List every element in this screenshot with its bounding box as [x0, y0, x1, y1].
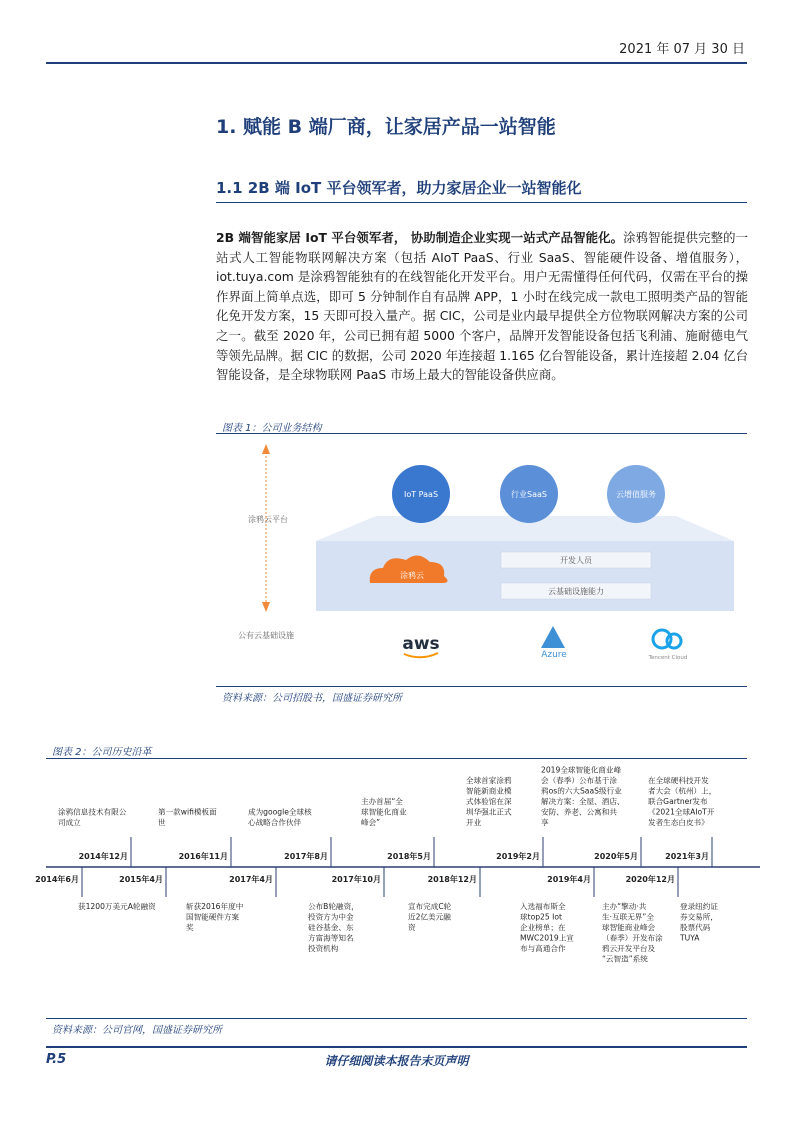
upper-event-text: 心战略合作伙伴 [248, 818, 302, 827]
upper-event-text: 在全球硬科技开发 [648, 776, 709, 785]
lower-event-text: 球智能商业峰会 [602, 923, 656, 932]
figure2-title: 图表 2：公司历史沿革 [52, 747, 152, 758]
lower-event-text: 奖 [186, 923, 194, 932]
upper-date-label: 2019年2月 [496, 852, 540, 861]
lower-event-text: 球top25 Iot [520, 912, 562, 922]
paragraph-body: 涂鸦智能提供完整的一站式人工智能物联网解决方案（包括 AIoT PaaS、行业 SaaS、智能硬件设备、增值服务），iot.tuya.com 是涂鸦智能独有的在线智能化开发平台。用户无需懂得任何代码，仅需在平台的操作界面上简单点选，即可 5 分钟制作自有品牌 APP，1 小时在线完成一款电工照明类产品的智能化免开发方案，15 天即可投入量产。据 CIC，公司是业内最早提供全方位物联网解决方案的公司之一。截至 2020 年，公司已拥有超 5000 个客户，品牌开发智能设备包括飞利浦、施耐德电气等领先品牌。据 CIC 的数据，公司 2020 年连接超 1.165 亿台智能设备，累计连接超 2.04 亿台智能设备，是全球物联网 PaaS 市场上最大的智能设备供应商。 [216, 230, 748, 383]
lower-event-text: TUYA [680, 933, 700, 943]
lower-event-text: （春季）开发布涂 [602, 933, 663, 943]
upper-event-text: 开业 [466, 818, 482, 827]
paragraph-lead: 2B 端智能家居 IoT 平台领军者， 协助制造企业实现一站式产品智能化。 [216, 230, 624, 245]
upper-date-label: 2017年8月 [284, 852, 328, 861]
circle-label-industry-saas: 行业SaaS [511, 490, 547, 499]
lower-event-text: 获1200万美元A轮融资 [78, 902, 156, 911]
upper-event-text: 涂鸦信息技术有限公 [58, 807, 127, 817]
subsection-heading: 1.1 2B 端 IoT 平台领军者，助力家居企业一站智能化 [216, 179, 582, 197]
lower-event-text: 入选福布斯全 [520, 902, 566, 911]
lower-event-text: 登录纽约证 [680, 902, 718, 911]
axis-arrow-down-icon [262, 602, 270, 612]
lower-date-label: 2018年12月 [427, 875, 477, 884]
tencent-logo: Tencent Cloud [648, 655, 688, 661]
figure1-bottom-rule [216, 686, 747, 687]
lower-date-label: 2020年12月 [625, 875, 675, 884]
azure-logo: Azure [541, 650, 567, 660]
upper-event-text: 全球首家涂鸦 [466, 776, 512, 785]
upper-event-text: 主办首届“全 [361, 797, 403, 806]
upper-date-label: 2018年5月 [387, 852, 431, 861]
figure2-bottom-rule [46, 1018, 747, 1019]
lower-date-label: 2017年4月 [229, 875, 273, 884]
figure2-timeline [35, 762, 760, 1017]
figure2-top-rule [46, 758, 747, 759]
lower-event-text: “云智造”系统 [602, 954, 648, 964]
figure1-diagram [216, 436, 747, 682]
lower-date-label: 2019年4月 [547, 875, 591, 884]
upper-event-text: 会（春季）公布基于涂 [541, 776, 617, 785]
lower-event-text: 券交易所， [680, 912, 718, 922]
axis-top-label: 涂鸦云平台 [248, 515, 288, 524]
upper-date-label: 2016年11月 [178, 852, 228, 861]
upper-event-text: 式体验馆在深 [466, 797, 512, 806]
lower-event-text: 投资方为中金 [308, 912, 354, 922]
upper-event-text: 成为google全球核 [248, 807, 312, 817]
figure1-top-rule [216, 433, 747, 434]
lower-event-text: 企业榜单；在 [520, 923, 566, 932]
lower-event-text: 斩获2016年度中 [186, 902, 244, 911]
lower-event-text: 布与高通合作 [520, 944, 566, 953]
body-paragraph [216, 228, 748, 385]
upper-event-text: 《2021全球AIoT开 [648, 807, 715, 817]
upper-event-text: 发者生态白皮书》 [648, 818, 709, 827]
lower-event-text: 硅谷基金、东 [308, 923, 354, 932]
lower-event-text: 公布B轮融资， [308, 902, 359, 911]
axis-bottom-label: 公有云基础设施 [238, 631, 294, 640]
page-number: P.5 [46, 1052, 67, 1067]
tencent-logo-icon-2 [667, 634, 681, 648]
aws-logo: aws [402, 634, 440, 654]
lower-date-label: 2017年10月 [331, 875, 381, 884]
upper-event-text: 球智能化商业 [361, 807, 407, 817]
upper-event-text: 解决方案：全屋、酒店、 [541, 797, 625, 806]
lower-event-text: 鸦云开发平台及 [602, 944, 656, 953]
upper-event-text: 智能新商业模 [466, 786, 512, 796]
lower-event-text: 宣布完成C轮 [408, 902, 452, 911]
upper-event-text: 圳华强北正式 [466, 807, 512, 817]
lower-event-text: 生·互联无界”全 [602, 912, 654, 922]
box-label-developers: 开发人员 [560, 556, 592, 565]
upper-date-label: 2021年3月 [665, 852, 709, 861]
lower-event-text: 主办“擎动·共 [602, 902, 647, 911]
lower-date-label: 2014年6月 [35, 875, 79, 884]
axis-arrow-up-icon [262, 444, 270, 454]
upper-event-text: 世 [158, 818, 166, 827]
lower-event-text: 资 [408, 923, 416, 932]
circle-label-value-added: 云增值服务 [616, 490, 656, 499]
subsection-rule [216, 202, 747, 203]
lower-event-text: MWC2019上宣 [520, 933, 574, 943]
upper-event-text: 安防、养老、公寓和共 [541, 807, 617, 817]
lower-date-label: 2015年4月 [119, 875, 163, 884]
report-date: 2021 年 07 月 30 日 [619, 42, 745, 57]
section-heading: 1. 赋能 B 端厂商，让家居产品一站智能 [216, 116, 556, 138]
azure-logo-icon [541, 626, 565, 648]
upper-date-label: 2014年12月 [78, 852, 128, 861]
upper-event-text: 2019全球智能化商业峰 [541, 765, 622, 775]
business-structure-diagram [216, 436, 747, 682]
upper-event-text: 峰会” [361, 818, 381, 827]
lower-event-text: 国智能硬件方案 [186, 912, 240, 922]
figure1-title: 图表 1：公司业务结构 [222, 423, 322, 434]
upper-event-text: 者大会（杭州）上， [648, 786, 717, 796]
footer-rule [46, 1046, 747, 1048]
cloud-label: 涂鸦云 [400, 571, 424, 580]
figure1-source: 资料来源：公司招股书，国盛证券研究所 [222, 693, 402, 704]
history-timeline [35, 762, 760, 1017]
lower-event-text: 投资机构 [308, 944, 339, 953]
upper-event-text: 第一款wifi模板面 [158, 807, 217, 817]
figure2-source: 资料来源：公司官网，国盛证券研究所 [52, 1025, 222, 1036]
upper-event-text: 司成立 [58, 818, 81, 827]
upper-date-label: 2020年5月 [594, 852, 638, 861]
lower-event-text: 方富海等知名 [308, 933, 354, 943]
footer-disclaimer: 请仔细阅读本报告末页声明 [324, 1054, 469, 1068]
box-label-infrastructure: 云基础设施能力 [548, 587, 604, 596]
circle-label-iot-paas: IoT PaaS [403, 490, 439, 499]
upper-event-text: 联合Gartner发布 [648, 797, 708, 806]
lower-event-text: 近2亿美元融 [408, 912, 451, 922]
upper-event-text: 享 [541, 818, 549, 827]
upper-event-text: 鸦os的六大SaaS级行业 [541, 786, 622, 796]
lower-event-text: 股票代码 [680, 923, 711, 932]
header-rule [46, 62, 747, 64]
